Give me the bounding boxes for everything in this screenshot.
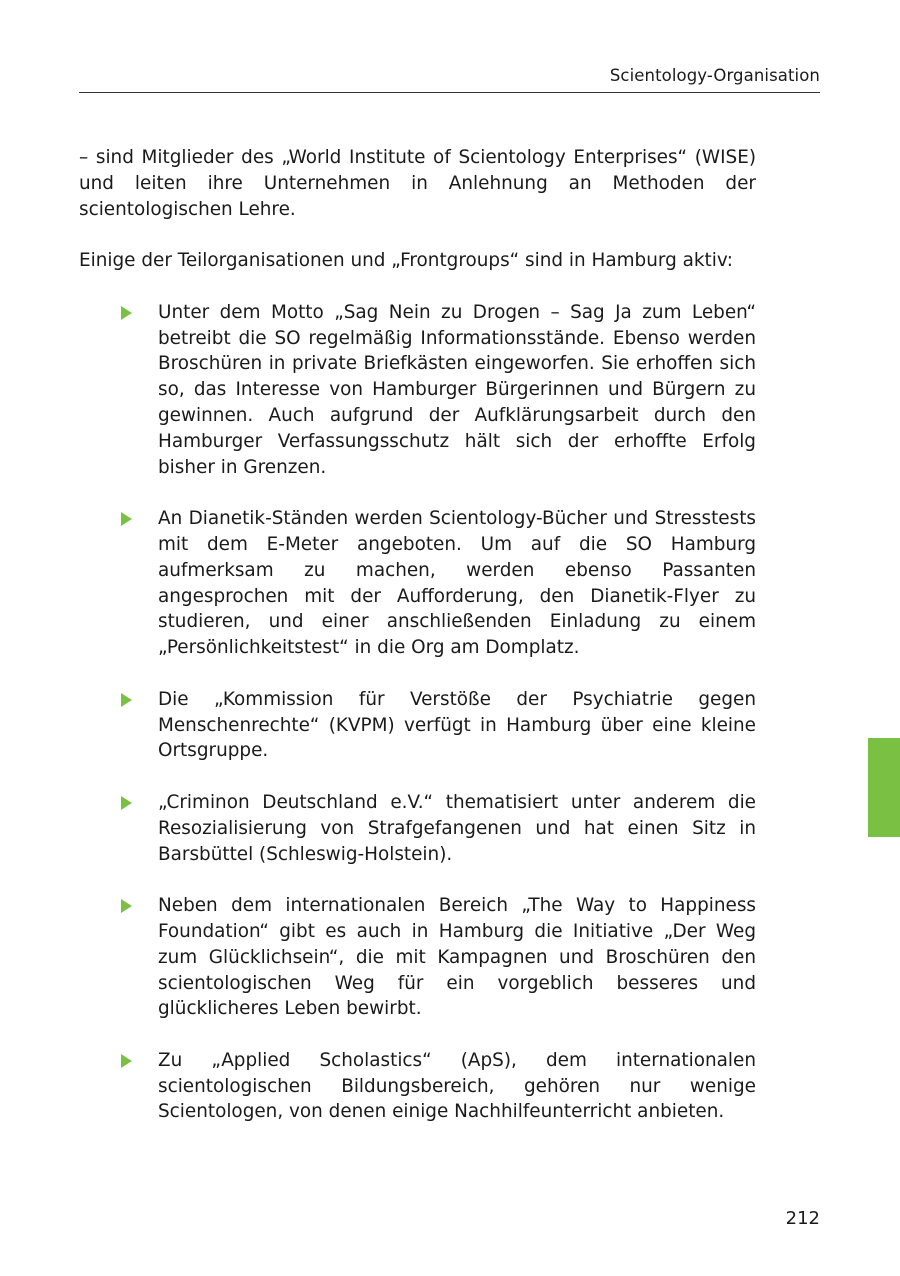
organisation-list	[79, 300, 756, 1126]
chapter-side-tab	[868, 738, 900, 837]
list-item	[79, 506, 756, 661]
list-item	[79, 790, 756, 867]
triangle-bullet-icon	[121, 512, 132, 526]
list-item-text: Zu „Applied Scholastics“ (ApS), dem internationalen scientologischen Bildungsbereich, gehören nur wenige Scientologen, von denen einige Nachhilfeunterricht anbieten.	[158, 1049, 756, 1123]
triangle-bullet-icon	[121, 306, 132, 320]
triangle-bullet-icon	[121, 796, 132, 810]
lead-in-paragraph: Einige der Teilorganisationen und „Frontgroups“ sind in Hamburg aktiv:	[79, 250, 733, 272]
list-item	[79, 1048, 756, 1125]
list-item-text: Die „Kommission für Verstöße der Psychiatrie gegen Menschenrechte“ (KVPM) verfügt in Hamburg über eine kleine Ortsgruppe.	[158, 688, 756, 762]
intro-paragraph: – sind Mitglieder des „World Institute of Scientology Enterprises“ (WISE) und leiten ihre Unternehmen in Anlehnung an Methoden der scientologischen Lehre.	[79, 147, 756, 220]
triangle-bullet-icon	[121, 899, 132, 913]
running-header-title: Scientology-Organisation	[609, 66, 820, 85]
list-item	[79, 687, 756, 764]
page-number: 212	[785, 1208, 820, 1229]
triangle-bullet-icon	[121, 693, 132, 707]
page-content	[79, 145, 756, 1151]
list-item-text: Neben dem internationalen Bereich „The Way to Happiness Foundation“ gibt es auch in Hamburg die Initiative „Der Weg zum Glücklichsein“, die mit Kampagnen und Broschüren den scientologischen Weg für ein vorgeblich besseres und glücklicheres Leben bewirbt.	[158, 895, 756, 1020]
triangle-bullet-icon	[121, 1054, 132, 1068]
list-item-text: Unter dem Motto „Sag Nein zu Drogen – Sag Ja zum Leben“ betreibt die SO regelmäßig Informationsstände. Ebenso werden Broschüren in private Briefkästen eingeworfen. Sie erhoffen sich so, das Interesse von Hamburger Bürgerinnen und Bürgern zu gewinnen. Auch aufgrund der Aufklärungsarbeit durch den Hamburger Verfassungsschutz hält sich der erhoffte Erfolg bisher in Grenzen.	[158, 301, 756, 478]
list-item-text: „Criminon Deutschland e.V.“ thematisiert unter anderem die Resozialisierung von Strafgefangenen und hat einen Sitz in Barsbüttel (Schleswig-Holstein).	[158, 791, 756, 865]
list-item	[79, 300, 756, 481]
list-item-text: An Dianetik-Ständen werden Scientology-Bücher und Stresstests mit dem E-Meter angeboten. Um auf die SO Hamburg aufmerksam zu machen, werden ebenso Passanten angesprochen mit der Aufforderung, den Dianetik-Flyer zu studieren, und einer anschließenden Einladung zu einem „Persönlichkeitstest“ in die Org am Domplatz.	[158, 508, 756, 659]
running-header	[79, 64, 820, 93]
list-item	[79, 893, 756, 1022]
